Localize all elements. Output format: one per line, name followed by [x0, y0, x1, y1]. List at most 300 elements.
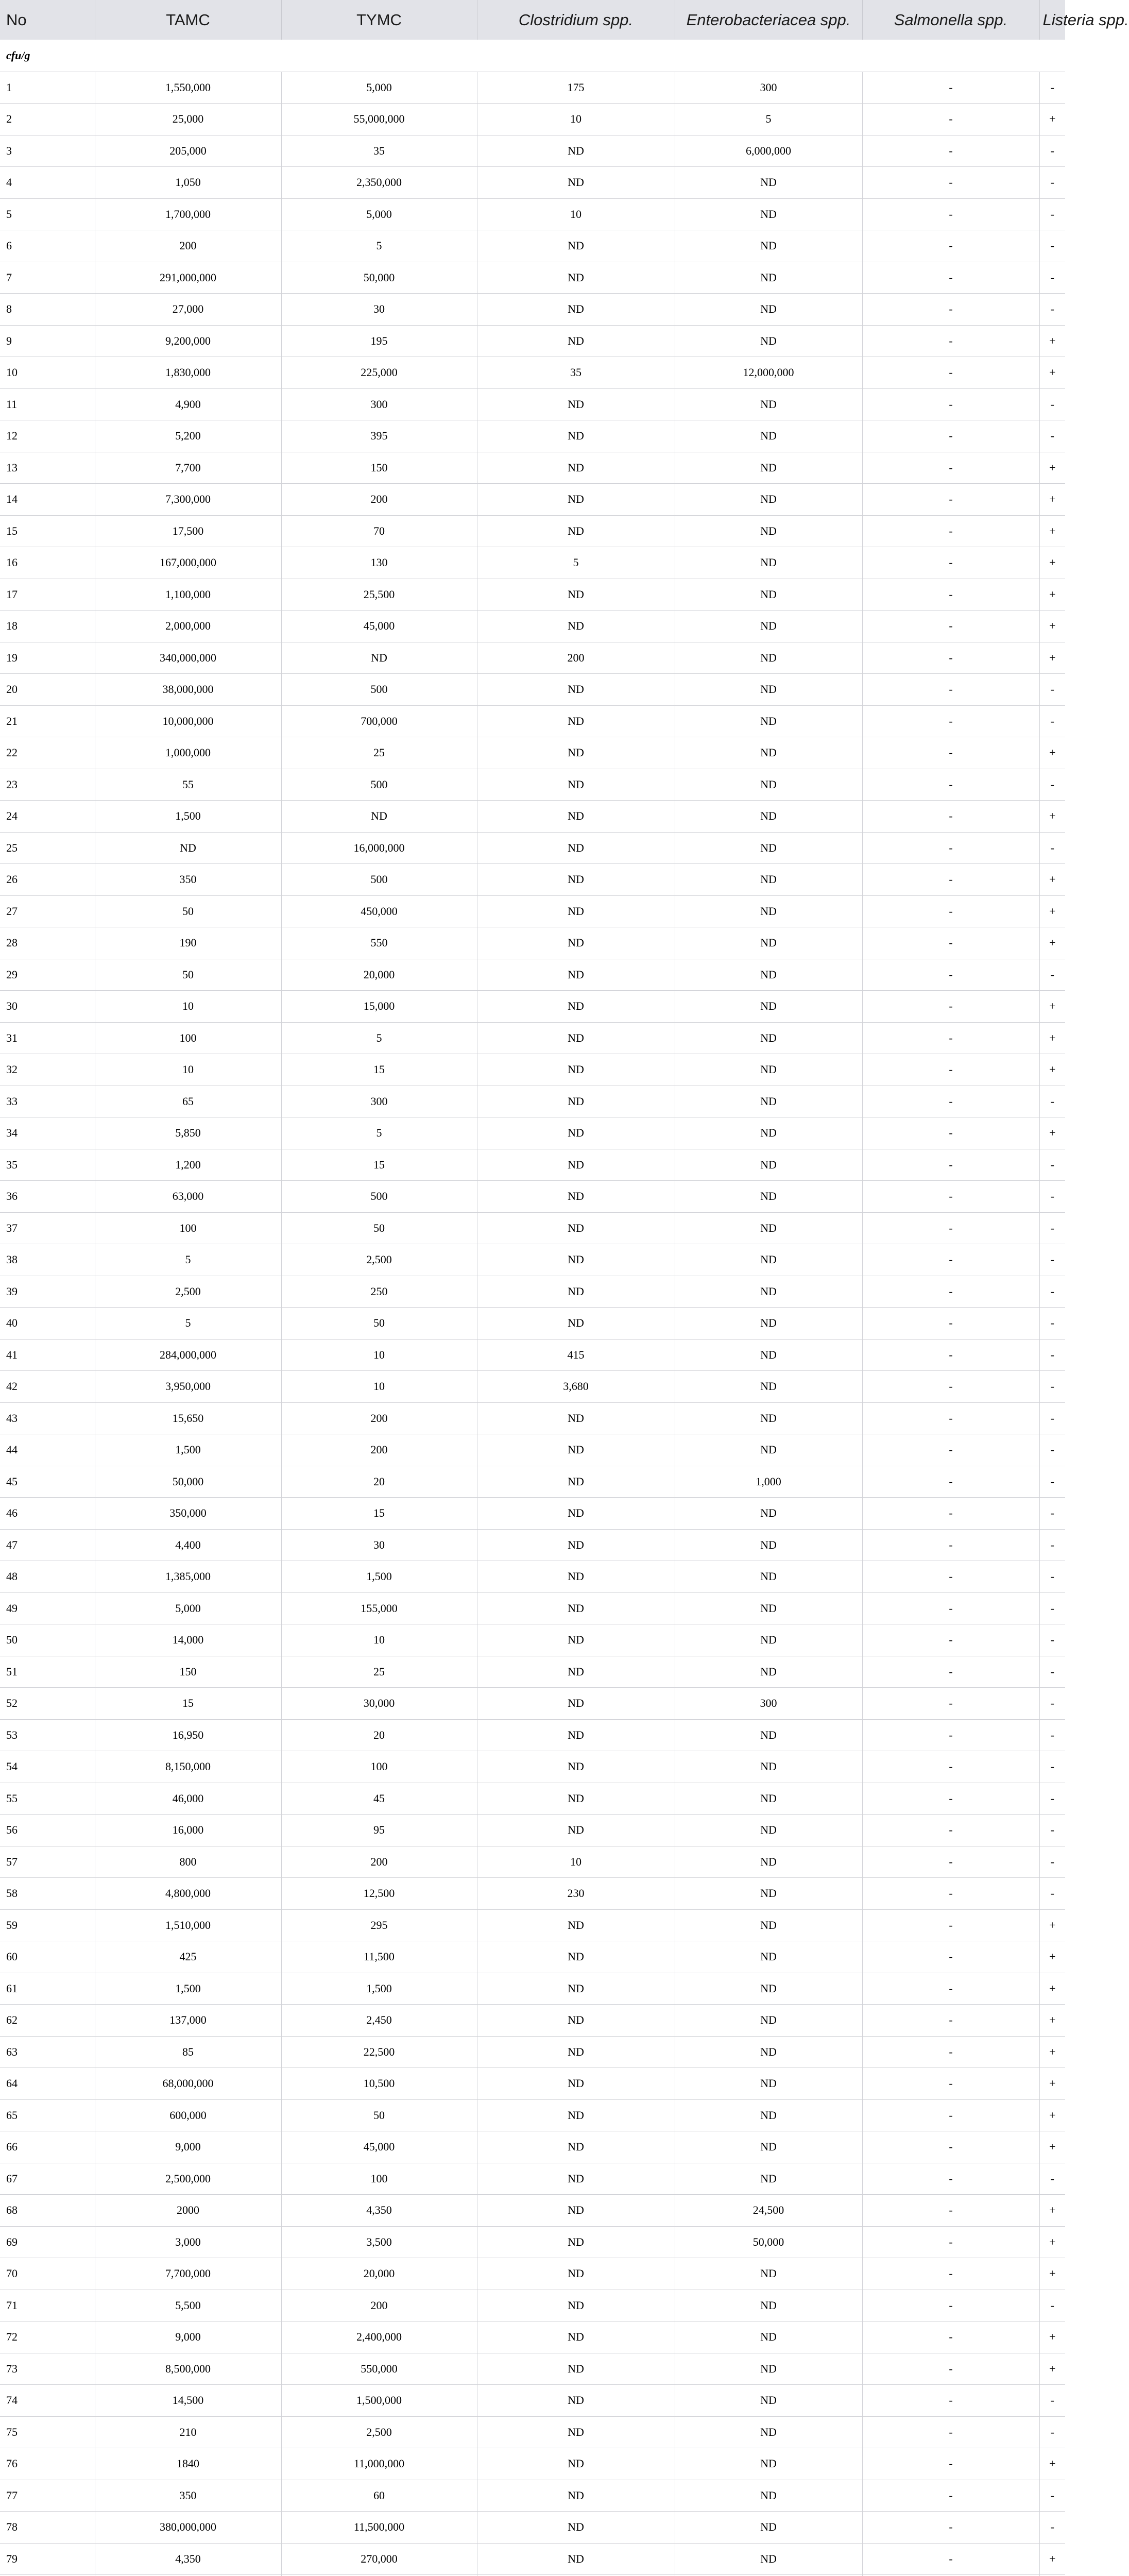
cell-enterobacteriacea: ND — [675, 2068, 862, 2100]
cell-salmonella: - — [862, 1086, 1039, 1117]
table-row — [0, 388, 1065, 420]
cell-enterobacteriacea: ND — [675, 167, 862, 199]
cell-no: 52 — [0, 1688, 95, 1720]
cell-clostridium: ND — [477, 2321, 675, 2353]
cell-no: 24 — [0, 801, 95, 833]
table-row — [0, 1276, 1065, 1308]
cell-tymc: 1,500 — [281, 1561, 477, 1593]
cell-tamc: 1,700,000 — [95, 198, 281, 230]
cell-salmonella: - — [862, 420, 1039, 452]
cell-clostridium: ND — [477, 1624, 675, 1656]
cell-enterobacteriacea: ND — [675, 1783, 862, 1815]
cell-listeria: + — [1039, 2036, 1065, 2068]
table-row — [0, 642, 1065, 674]
cell-listeria: - — [1039, 1719, 1065, 1751]
cell-listeria: - — [1039, 1498, 1065, 1530]
cell-tymc: 5,000 — [281, 198, 477, 230]
cell-clostridium: ND — [477, 230, 675, 262]
cell-no: 77 — [0, 2480, 95, 2512]
table-row — [0, 2226, 1065, 2258]
cell-salmonella: - — [862, 2131, 1039, 2163]
cell-tamc: 10 — [95, 991, 281, 1023]
cell-no: 73 — [0, 2353, 95, 2385]
cell-tymc: 25 — [281, 1656, 477, 1688]
cell-enterobacteriacea: ND — [675, 1434, 862, 1466]
cell-tymc: 500 — [281, 1181, 477, 1213]
cell-tymc: 200 — [281, 2290, 477, 2321]
cell-tymc: 2,500 — [281, 1244, 477, 1276]
cell-tamc: 100 — [95, 1022, 281, 1054]
cell-listeria: - — [1039, 1339, 1065, 1371]
cell-clostridium: ND — [477, 1688, 675, 1720]
cell-no: 25 — [0, 832, 95, 864]
table-row — [0, 452, 1065, 484]
table-row — [0, 1498, 1065, 1530]
cell-listeria: + — [1039, 325, 1065, 357]
cell-no: 19 — [0, 642, 95, 674]
cell-no: 71 — [0, 2290, 95, 2321]
table-row — [0, 198, 1065, 230]
cell-no: 78 — [0, 2512, 95, 2544]
cell-listeria: + — [1039, 801, 1065, 833]
table-row — [0, 1624, 1065, 1656]
cell-tamc: 55 — [95, 769, 281, 801]
cell-enterobacteriacea: ND — [675, 230, 862, 262]
cell-no: 34 — [0, 1117, 95, 1149]
cell-listeria: - — [1039, 262, 1065, 294]
cell-clostridium: 415 — [477, 1339, 675, 1371]
cell-tymc: 11,500 — [281, 1941, 477, 1973]
cell-listeria: + — [1039, 1117, 1065, 1149]
cell-salmonella: - — [862, 1181, 1039, 1213]
cell-tymc: 550,000 — [281, 2353, 477, 2385]
cell-enterobacteriacea: ND — [675, 1402, 862, 1434]
cell-tamc: 284,000,000 — [95, 1339, 281, 1371]
cell-salmonella: - — [862, 1371, 1039, 1403]
cell-clostridium: ND — [477, 262, 675, 294]
cell-listeria: + — [1039, 104, 1065, 135]
cell-tamc: 380,000,000 — [95, 2512, 281, 2544]
cell-enterobacteriacea: ND — [675, 579, 862, 611]
table-row — [0, 1086, 1065, 1117]
cell-salmonella: - — [862, 1402, 1039, 1434]
table-row — [0, 2321, 1065, 2353]
cell-no: 18 — [0, 611, 95, 642]
cell-listeria: + — [1039, 579, 1065, 611]
cell-tymc: 4,350 — [281, 2195, 477, 2227]
cell-tamc: 14,000 — [95, 1624, 281, 1656]
cell-tamc: 340,000,000 — [95, 642, 281, 674]
cell-listeria: - — [1039, 167, 1065, 199]
cell-clostridium: ND — [477, 2512, 675, 2544]
cell-no: 9 — [0, 325, 95, 357]
cell-listeria: - — [1039, 230, 1065, 262]
cell-tymc: 15 — [281, 1498, 477, 1530]
column-header-tamc: TAMC — [95, 0, 281, 40]
cell-tamc: 68,000,000 — [95, 2068, 281, 2100]
cell-no: 38 — [0, 1244, 95, 1276]
cell-tamc: 9,000 — [95, 2131, 281, 2163]
cell-listeria: - — [1039, 1783, 1065, 1815]
cell-no: 14 — [0, 484, 95, 516]
cell-listeria: - — [1039, 72, 1065, 104]
cell-salmonella: - — [862, 642, 1039, 674]
cell-listeria: + — [1039, 452, 1065, 484]
cell-tymc: 270,000 — [281, 2543, 477, 2575]
cell-no: 6 — [0, 230, 95, 262]
cell-tamc: 38,000,000 — [95, 674, 281, 706]
column-header-tymc: TYMC — [281, 0, 477, 40]
cell-no: 20 — [0, 674, 95, 706]
cell-tamc: 350 — [95, 2480, 281, 2512]
cell-salmonella: - — [862, 1212, 1039, 1244]
cell-tymc: 15 — [281, 1054, 477, 1086]
cell-salmonella: - — [862, 1117, 1039, 1149]
table-row — [0, 2416, 1065, 2448]
cell-clostridium: ND — [477, 1117, 675, 1149]
cell-enterobacteriacea: ND — [675, 2131, 862, 2163]
cell-salmonella: - — [862, 262, 1039, 294]
cell-enterobacteriacea: ND — [675, 2353, 862, 2385]
cell-tamc: 4,400 — [95, 1529, 281, 1561]
cell-enterobacteriacea: ND — [675, 1181, 862, 1213]
cell-tamc: 46,000 — [95, 1783, 281, 1815]
table-row — [0, 1529, 1065, 1561]
table-row — [0, 294, 1065, 326]
cell-tamc: 2,500 — [95, 1276, 281, 1308]
cell-salmonella: - — [862, 991, 1039, 1023]
cell-no: 22 — [0, 737, 95, 769]
cell-enterobacteriacea: ND — [675, 1276, 862, 1308]
cell-no: 48 — [0, 1561, 95, 1593]
cell-salmonella: - — [862, 674, 1039, 706]
cell-tymc: 395 — [281, 420, 477, 452]
cell-salmonella: - — [862, 611, 1039, 642]
cell-salmonella: - — [862, 2480, 1039, 2512]
cell-tymc: 100 — [281, 2163, 477, 2195]
cell-no: 8 — [0, 294, 95, 326]
cell-tymc: 11,500,000 — [281, 2512, 477, 2544]
cell-enterobacteriacea: ND — [675, 927, 862, 959]
cell-salmonella: - — [862, 2099, 1039, 2131]
cell-listeria: - — [1039, 1212, 1065, 1244]
cell-tamc: 7,700,000 — [95, 2258, 281, 2290]
cell-enterobacteriacea: 5 — [675, 104, 862, 135]
cell-salmonella: - — [862, 1719, 1039, 1751]
cell-no: 16 — [0, 547, 95, 579]
cell-salmonella: - — [862, 1688, 1039, 1720]
cell-enterobacteriacea: ND — [675, 2385, 862, 2417]
cell-listeria: - — [1039, 1086, 1065, 1117]
cell-clostridium: ND — [477, 1973, 675, 2005]
cell-enterobacteriacea: ND — [675, 1498, 862, 1530]
cell-tymc: 45 — [281, 1783, 477, 1815]
cell-tymc: 5 — [281, 230, 477, 262]
cell-salmonella: - — [862, 2258, 1039, 2290]
cell-enterobacteriacea: ND — [675, 294, 862, 326]
cell-tamc: 1,500 — [95, 1973, 281, 2005]
table-row — [0, 2068, 1065, 2100]
cell-listeria: + — [1039, 2321, 1065, 2353]
cell-listeria: + — [1039, 737, 1065, 769]
cell-listeria: - — [1039, 1402, 1065, 1434]
cell-enterobacteriacea: ND — [675, 515, 862, 547]
cell-enterobacteriacea: ND — [675, 1719, 862, 1751]
cell-clostridium: ND — [477, 832, 675, 864]
cell-listeria: + — [1039, 927, 1065, 959]
cell-tamc: 5,000 — [95, 1592, 281, 1624]
cell-no: 13 — [0, 452, 95, 484]
table-row — [0, 2385, 1065, 2417]
column-header-no: No — [0, 0, 95, 40]
cell-tamc: 167,000,000 — [95, 547, 281, 579]
cell-no: 66 — [0, 2131, 95, 2163]
cell-tymc: ND — [281, 801, 477, 833]
cell-no: 47 — [0, 1529, 95, 1561]
cell-enterobacteriacea: ND — [675, 769, 862, 801]
cell-tymc: 200 — [281, 1434, 477, 1466]
cell-listeria: + — [1039, 357, 1065, 389]
cell-listeria: + — [1039, 547, 1065, 579]
cell-enterobacteriacea: ND — [675, 1656, 862, 1688]
cell-enterobacteriacea: ND — [675, 484, 862, 516]
table-row — [0, 2353, 1065, 2385]
table-row — [0, 1022, 1065, 1054]
cell-no: 65 — [0, 2099, 95, 2131]
cell-tymc: 25,500 — [281, 579, 477, 611]
cell-enterobacteriacea: ND — [675, 991, 862, 1023]
cell-no: 7 — [0, 262, 95, 294]
cell-tymc: 25 — [281, 737, 477, 769]
cell-enterobacteriacea: ND — [675, 1117, 862, 1149]
cell-tamc: 5,500 — [95, 2290, 281, 2321]
cell-salmonella: - — [862, 1656, 1039, 1688]
cell-enterobacteriacea: 6,000,000 — [675, 135, 862, 167]
cell-enterobacteriacea: ND — [675, 1054, 862, 1086]
cell-listeria: - — [1039, 1878, 1065, 1910]
cell-tymc: 500 — [281, 864, 477, 896]
cell-no: 69 — [0, 2226, 95, 2258]
cell-salmonella: - — [862, 1434, 1039, 1466]
cell-no: 32 — [0, 1054, 95, 1086]
cell-tamc: 1,050 — [95, 167, 281, 199]
cell-clostridium: ND — [477, 1244, 675, 1276]
cell-clostridium: ND — [477, 1941, 675, 1973]
table-row — [0, 2195, 1065, 2227]
cell-listeria: - — [1039, 2163, 1065, 2195]
cell-listeria: - — [1039, 1688, 1065, 1720]
cell-listeria: - — [1039, 2385, 1065, 2417]
cell-salmonella: - — [862, 167, 1039, 199]
table-row — [0, 547, 1065, 579]
cell-salmonella: - — [862, 959, 1039, 991]
cell-no: 64 — [0, 2068, 95, 2100]
cell-listeria: - — [1039, 1244, 1065, 1276]
cell-no: 37 — [0, 1212, 95, 1244]
table-row — [0, 420, 1065, 452]
cell-tamc: 16,000 — [95, 1815, 281, 1846]
cell-salmonella: - — [862, 1054, 1039, 1086]
cell-salmonella: - — [862, 737, 1039, 769]
table-row — [0, 1244, 1065, 1276]
cell-listeria: - — [1039, 1846, 1065, 1878]
cell-enterobacteriacea: ND — [675, 388, 862, 420]
cell-salmonella: - — [862, 515, 1039, 547]
table-row — [0, 2290, 1065, 2321]
cell-tamc: 150 — [95, 1656, 281, 1688]
table-row — [0, 2036, 1065, 2068]
cell-enterobacteriacea: ND — [675, 1751, 862, 1783]
cell-tymc: 10 — [281, 1371, 477, 1403]
cell-no: 17 — [0, 579, 95, 611]
cell-no: 54 — [0, 1751, 95, 1783]
cell-no: 55 — [0, 1783, 95, 1815]
cell-salmonella: - — [862, 2068, 1039, 2100]
cell-tymc: 16,000,000 — [281, 832, 477, 864]
cell-tamc: 2,000,000 — [95, 611, 281, 642]
table-row — [0, 1783, 1065, 1815]
cell-enterobacteriacea: ND — [675, 547, 862, 579]
cell-no: 50 — [0, 1624, 95, 1656]
cell-clostridium: ND — [477, 801, 675, 833]
cell-no: 59 — [0, 1909, 95, 1941]
table-row — [0, 1308, 1065, 1340]
cell-tamc: 27,000 — [95, 294, 281, 326]
table-row — [0, 1054, 1065, 1086]
cell-no: 33 — [0, 1086, 95, 1117]
cell-clostridium: ND — [477, 2448, 675, 2480]
cell-tamc: 10,000,000 — [95, 705, 281, 737]
cell-no: 75 — [0, 2416, 95, 2448]
cell-no: 31 — [0, 1022, 95, 1054]
cell-tamc: 4,350 — [95, 2543, 281, 2575]
cell-tamc: 85 — [95, 2036, 281, 2068]
cell-clostridium: ND — [477, 2163, 675, 2195]
cell-tamc: 8,150,000 — [95, 1751, 281, 1783]
cell-clostridium: ND — [477, 769, 675, 801]
cell-tymc: 22,500 — [281, 2036, 477, 2068]
cell-enterobacteriacea: ND — [675, 1561, 862, 1593]
table-row — [0, 104, 1065, 135]
cell-salmonella: - — [862, 135, 1039, 167]
cell-clostridium: ND — [477, 1022, 675, 1054]
cell-no: 40 — [0, 1308, 95, 1340]
cell-salmonella: - — [862, 2512, 1039, 2544]
cell-listeria: - — [1039, 420, 1065, 452]
cell-clostridium: ND — [477, 2036, 675, 2068]
cell-listeria: - — [1039, 959, 1065, 991]
cell-tamc: 15,650 — [95, 1402, 281, 1434]
cell-tamc: 190 — [95, 927, 281, 959]
cell-enterobacteriacea: ND — [675, 1878, 862, 1910]
table-row — [0, 262, 1065, 294]
table-row — [0, 1688, 1065, 1720]
cell-tamc: 5,200 — [95, 420, 281, 452]
table-row — [0, 864, 1065, 896]
cell-salmonella: - — [862, 1783, 1039, 1815]
cell-tymc: 295 — [281, 1909, 477, 1941]
cell-tamc: 1,500 — [95, 801, 281, 833]
table-row — [0, 1909, 1065, 1941]
cell-listeria: + — [1039, 1973, 1065, 2005]
table-row — [0, 1212, 1065, 1244]
cell-no: 42 — [0, 1371, 95, 1403]
cell-no: 28 — [0, 927, 95, 959]
cell-no: 39 — [0, 1276, 95, 1308]
cell-clostridium: 10 — [477, 198, 675, 230]
cell-salmonella: - — [862, 2195, 1039, 2227]
table-row — [0, 1181, 1065, 1213]
cell-listeria: - — [1039, 674, 1065, 706]
cell-salmonella: - — [862, 1751, 1039, 1783]
cell-no: 70 — [0, 2258, 95, 2290]
cell-tymc: 20 — [281, 1466, 477, 1498]
cell-no: 67 — [0, 2163, 95, 2195]
table-row — [0, 357, 1065, 389]
table-row — [0, 484, 1065, 516]
cell-no: 23 — [0, 769, 95, 801]
cell-salmonella: - — [862, 2036, 1039, 2068]
cell-no: 30 — [0, 991, 95, 1023]
cell-enterobacteriacea: ND — [675, 737, 862, 769]
cell-enterobacteriacea: ND — [675, 420, 862, 452]
table-row — [0, 515, 1065, 547]
cell-enterobacteriacea: 12,000,000 — [675, 357, 862, 389]
cell-clostridium: ND — [477, 2195, 675, 2227]
cell-tymc: 35 — [281, 135, 477, 167]
cell-enterobacteriacea: ND — [675, 1592, 862, 1624]
cell-tymc: 5 — [281, 1022, 477, 1054]
cell-tamc: 350 — [95, 864, 281, 896]
cell-listeria: + — [1039, 2353, 1065, 2385]
cell-salmonella: - — [862, 1624, 1039, 1656]
cell-salmonella: - — [862, 1815, 1039, 1846]
cell-salmonella: - — [862, 2005, 1039, 2037]
cell-listeria: + — [1039, 2005, 1065, 2037]
cell-enterobacteriacea: 24,500 — [675, 2195, 862, 2227]
cell-listeria: - — [1039, 1656, 1065, 1688]
cell-tamc: 600,000 — [95, 2099, 281, 2131]
cell-salmonella: - — [862, 72, 1039, 104]
cell-clostridium: ND — [477, 611, 675, 642]
unit-label: cfu/g — [0, 40, 1065, 72]
cell-listeria: - — [1039, 1466, 1065, 1498]
cell-enterobacteriacea: ND — [675, 2036, 862, 2068]
cell-salmonella: - — [862, 388, 1039, 420]
cell-tamc: 7,700 — [95, 452, 281, 484]
cell-listeria: - — [1039, 198, 1065, 230]
table-row — [0, 2448, 1065, 2480]
table-row — [0, 1149, 1065, 1181]
table-row — [0, 167, 1065, 199]
cell-salmonella: - — [862, 864, 1039, 896]
cell-tamc: 100 — [95, 1212, 281, 1244]
table-row — [0, 2480, 1065, 2512]
cell-enterobacteriacea: 300 — [675, 72, 862, 104]
cell-no: 63 — [0, 2036, 95, 2068]
cell-salmonella: - — [862, 2448, 1039, 2480]
cell-tamc: 9,000 — [95, 2321, 281, 2353]
table-row — [0, 1656, 1065, 1688]
cell-salmonella: - — [862, 294, 1039, 326]
cell-no: 29 — [0, 959, 95, 991]
cell-enterobacteriacea: ND — [675, 895, 862, 927]
cell-tymc: 70 — [281, 515, 477, 547]
cell-listeria: - — [1039, 135, 1065, 167]
table-row — [0, 1339, 1065, 1371]
cell-tamc: 5,850 — [95, 1117, 281, 1149]
table-row — [0, 2258, 1065, 2290]
